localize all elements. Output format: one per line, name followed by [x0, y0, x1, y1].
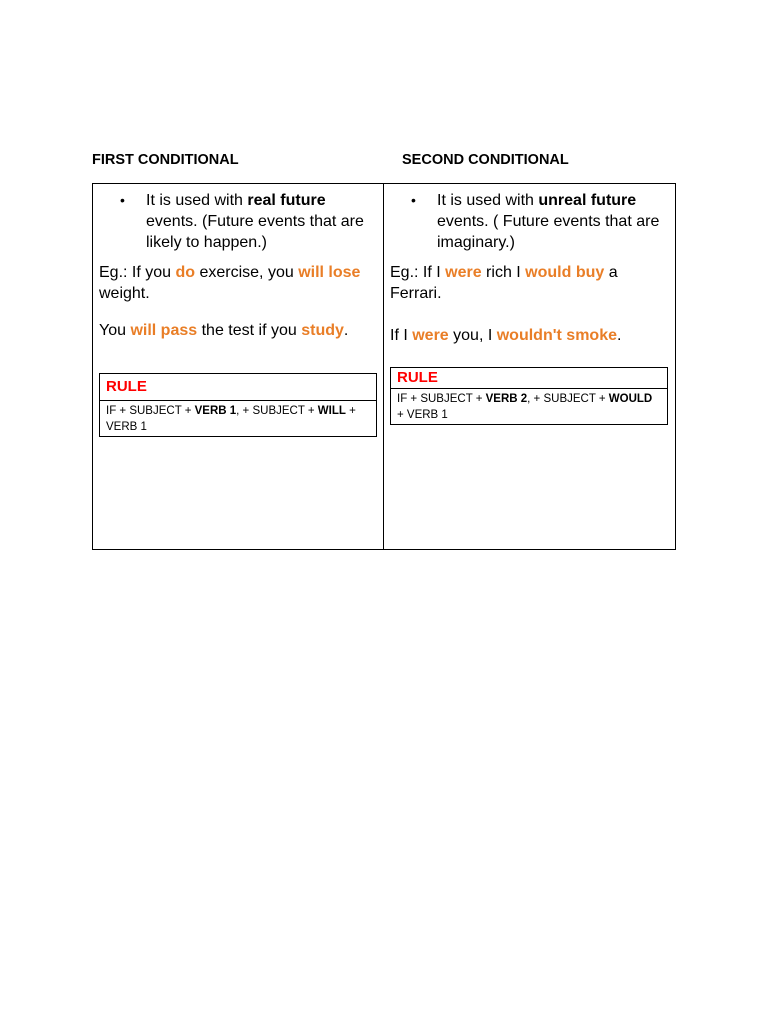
first-conditional-cell — [93, 184, 384, 549]
example-text: Eg.: If I — [390, 264, 446, 281]
example-text: exercise, you — [195, 264, 299, 281]
bullet-text: It is used with — [146, 192, 248, 209]
rule-text: IF + SUBJECT + — [397, 393, 486, 405]
first-example-1 — [99, 262, 377, 304]
rule-keyword: WILL — [317, 405, 346, 417]
bullet-text: events. (Future events that are likely to happen.) — [146, 213, 364, 251]
rule-formula — [100, 401, 376, 436]
first-usage-bullet — [120, 190, 378, 253]
example-text: the test if you — [197, 322, 302, 339]
rule-formula — [391, 389, 667, 424]
first-example-2 — [99, 320, 377, 341]
rule-title: RULE — [100, 374, 376, 401]
rule-keyword: WOULD — [608, 393, 653, 405]
example-highlight: will lose — [298, 264, 361, 281]
example-text: If I — [390, 327, 413, 344]
example-text: . — [343, 322, 349, 339]
bullet-keyword: real future — [247, 192, 326, 209]
rule-keyword: VERB 1 — [194, 405, 237, 417]
example-highlight: wouldn't smoke — [496, 327, 617, 344]
example-text: rich I — [481, 264, 526, 281]
heading-first-conditional: FIRST CONDITIONAL — [92, 152, 239, 168]
heading-second-conditional: SECOND CONDITIONAL — [402, 152, 569, 168]
example-highlight: would buy — [525, 264, 605, 281]
example-text: you, I — [448, 327, 497, 344]
example-highlight: do — [175, 264, 196, 281]
conditionals-table — [92, 183, 676, 550]
example-text: . — [617, 327, 622, 344]
example-text: You — [99, 322, 131, 339]
rule-text: + VERB 1 — [397, 409, 448, 421]
first-rule-box — [99, 373, 377, 437]
example-highlight: were — [412, 327, 449, 344]
bullet-dot-icon: • — [411, 192, 416, 208]
bullet-keyword: unreal future — [538, 192, 637, 209]
example-text: Eg.: If you — [99, 264, 176, 281]
example-highlight: study — [301, 322, 344, 339]
example-highlight: were — [445, 264, 482, 281]
rule-text: + VERB 1 — [106, 405, 356, 433]
rule-title: RULE — [391, 368, 667, 389]
second-conditional-cell — [384, 184, 675, 549]
example-text: a Ferrari. — [390, 264, 618, 302]
rule-text: , + SUBJECT + — [236, 405, 318, 417]
bullet-text: It is used with — [437, 192, 539, 209]
bullet-dot-icon: • — [120, 192, 125, 208]
rule-keyword: VERB 2 — [485, 393, 528, 405]
second-example-2 — [390, 325, 668, 346]
bullet-text: events. ( Future events that are imaginary.) — [437, 213, 660, 251]
example-text: weight. — [99, 285, 150, 302]
second-usage-bullet — [411, 190, 669, 253]
second-rule-box — [390, 367, 668, 425]
example-highlight: will pass — [130, 322, 198, 339]
rule-text: IF + SUBJECT + — [106, 405, 195, 417]
second-example-1 — [390, 262, 668, 304]
rule-text: , + SUBJECT + — [527, 393, 609, 405]
